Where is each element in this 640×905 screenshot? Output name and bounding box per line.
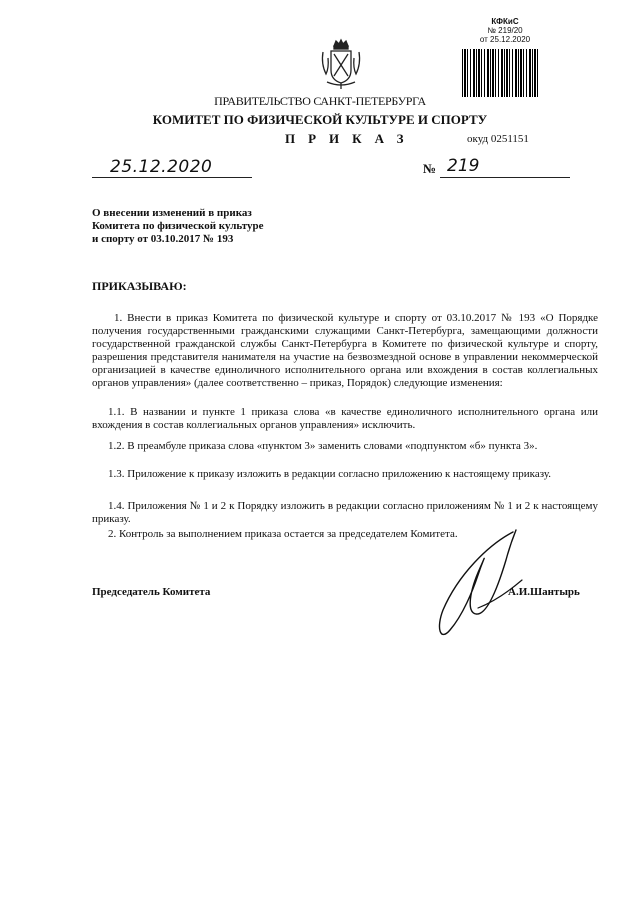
okud-code: окуд 0251151 (467, 133, 529, 145)
stamp-date: от 25.12.2020 (479, 35, 531, 44)
document-date: 25.12.2020 (110, 157, 213, 177)
paragraph-1-1: 1.1. В названии и пункте 1 приказа слова «в качестве единоличного исполнительного органа или вхождения в состав коллегиальных органов управления» исключить. (92, 406, 598, 431)
stamp-number: № 219/20 (487, 26, 523, 35)
signer-name: А.И.Шантырь (508, 586, 580, 598)
document-type: ПРИКАЗ (285, 131, 417, 146)
stamp-org: КФКиС (491, 17, 519, 26)
handwritten-signature (418, 520, 528, 645)
spb-coat-of-arms-icon (320, 38, 362, 90)
document-subject (92, 207, 264, 246)
signer-position: Председатель Комитета (92, 586, 211, 598)
number-label: № (423, 161, 437, 176)
order-heading: ПРИКАЗЫВАЮ: (92, 279, 187, 293)
registration-stamp (470, 17, 540, 44)
paragraph-1-3: 1.3. Приложение к приказу изложить в редакции согласно приложению к настоящему приказу. (108, 468, 551, 480)
government-title: ПРАВИТЕЛЬСТВО САНКТ-ПЕТЕРБУРГА (214, 94, 426, 108)
date-underline (92, 177, 252, 178)
document-number: 219 (447, 156, 480, 176)
subject-line: Комитета по физической культуре (92, 220, 264, 232)
subject-line: О внесении изменений в приказ (92, 207, 252, 219)
committee-title: КОМИТЕТ ПО ФИЗИЧЕСКОЙ КУЛЬТУРЕ И СПОРТУ (152, 112, 488, 127)
subject-line: и спорту от 03.10.2017 № 193 (92, 233, 234, 245)
paragraph-1: 1. Внести в приказ Комитета по физической культуре и спорту от 03.10.2017 № 193 «О Порядке получения государственными гражданскими служащими Санкт-Петербурга, замещающими должности государственной гражданской службы Санкт-Петербурга в Комитете по физической культуре и спорту, разрешения представителя нанимателя на участие на безвозмездной основе в управлении некоммерческой организацией в качестве единоличного исполнительного органа или вхождения в состав коллегиальных органов управления» (далее соответственно – приказ, Порядок) следующие изменения: (92, 312, 598, 389)
paragraph-1-2: 1.2. В преамбуле приказа слова «пунктом 3» заменить словами «подпунктом «б» пункта 3». (108, 440, 538, 452)
paragraph-1-4: 1.4. Приложения № 1 и 2 к Порядку изложить в редакции согласно приложениям № 1 и 2 к настоящему приказу. (92, 500, 598, 525)
number-underline (440, 177, 570, 178)
paragraph-2: 2. Контроль за выполнением приказа остается за председателем Комитета. (108, 528, 458, 540)
barcode-icon (462, 49, 538, 97)
